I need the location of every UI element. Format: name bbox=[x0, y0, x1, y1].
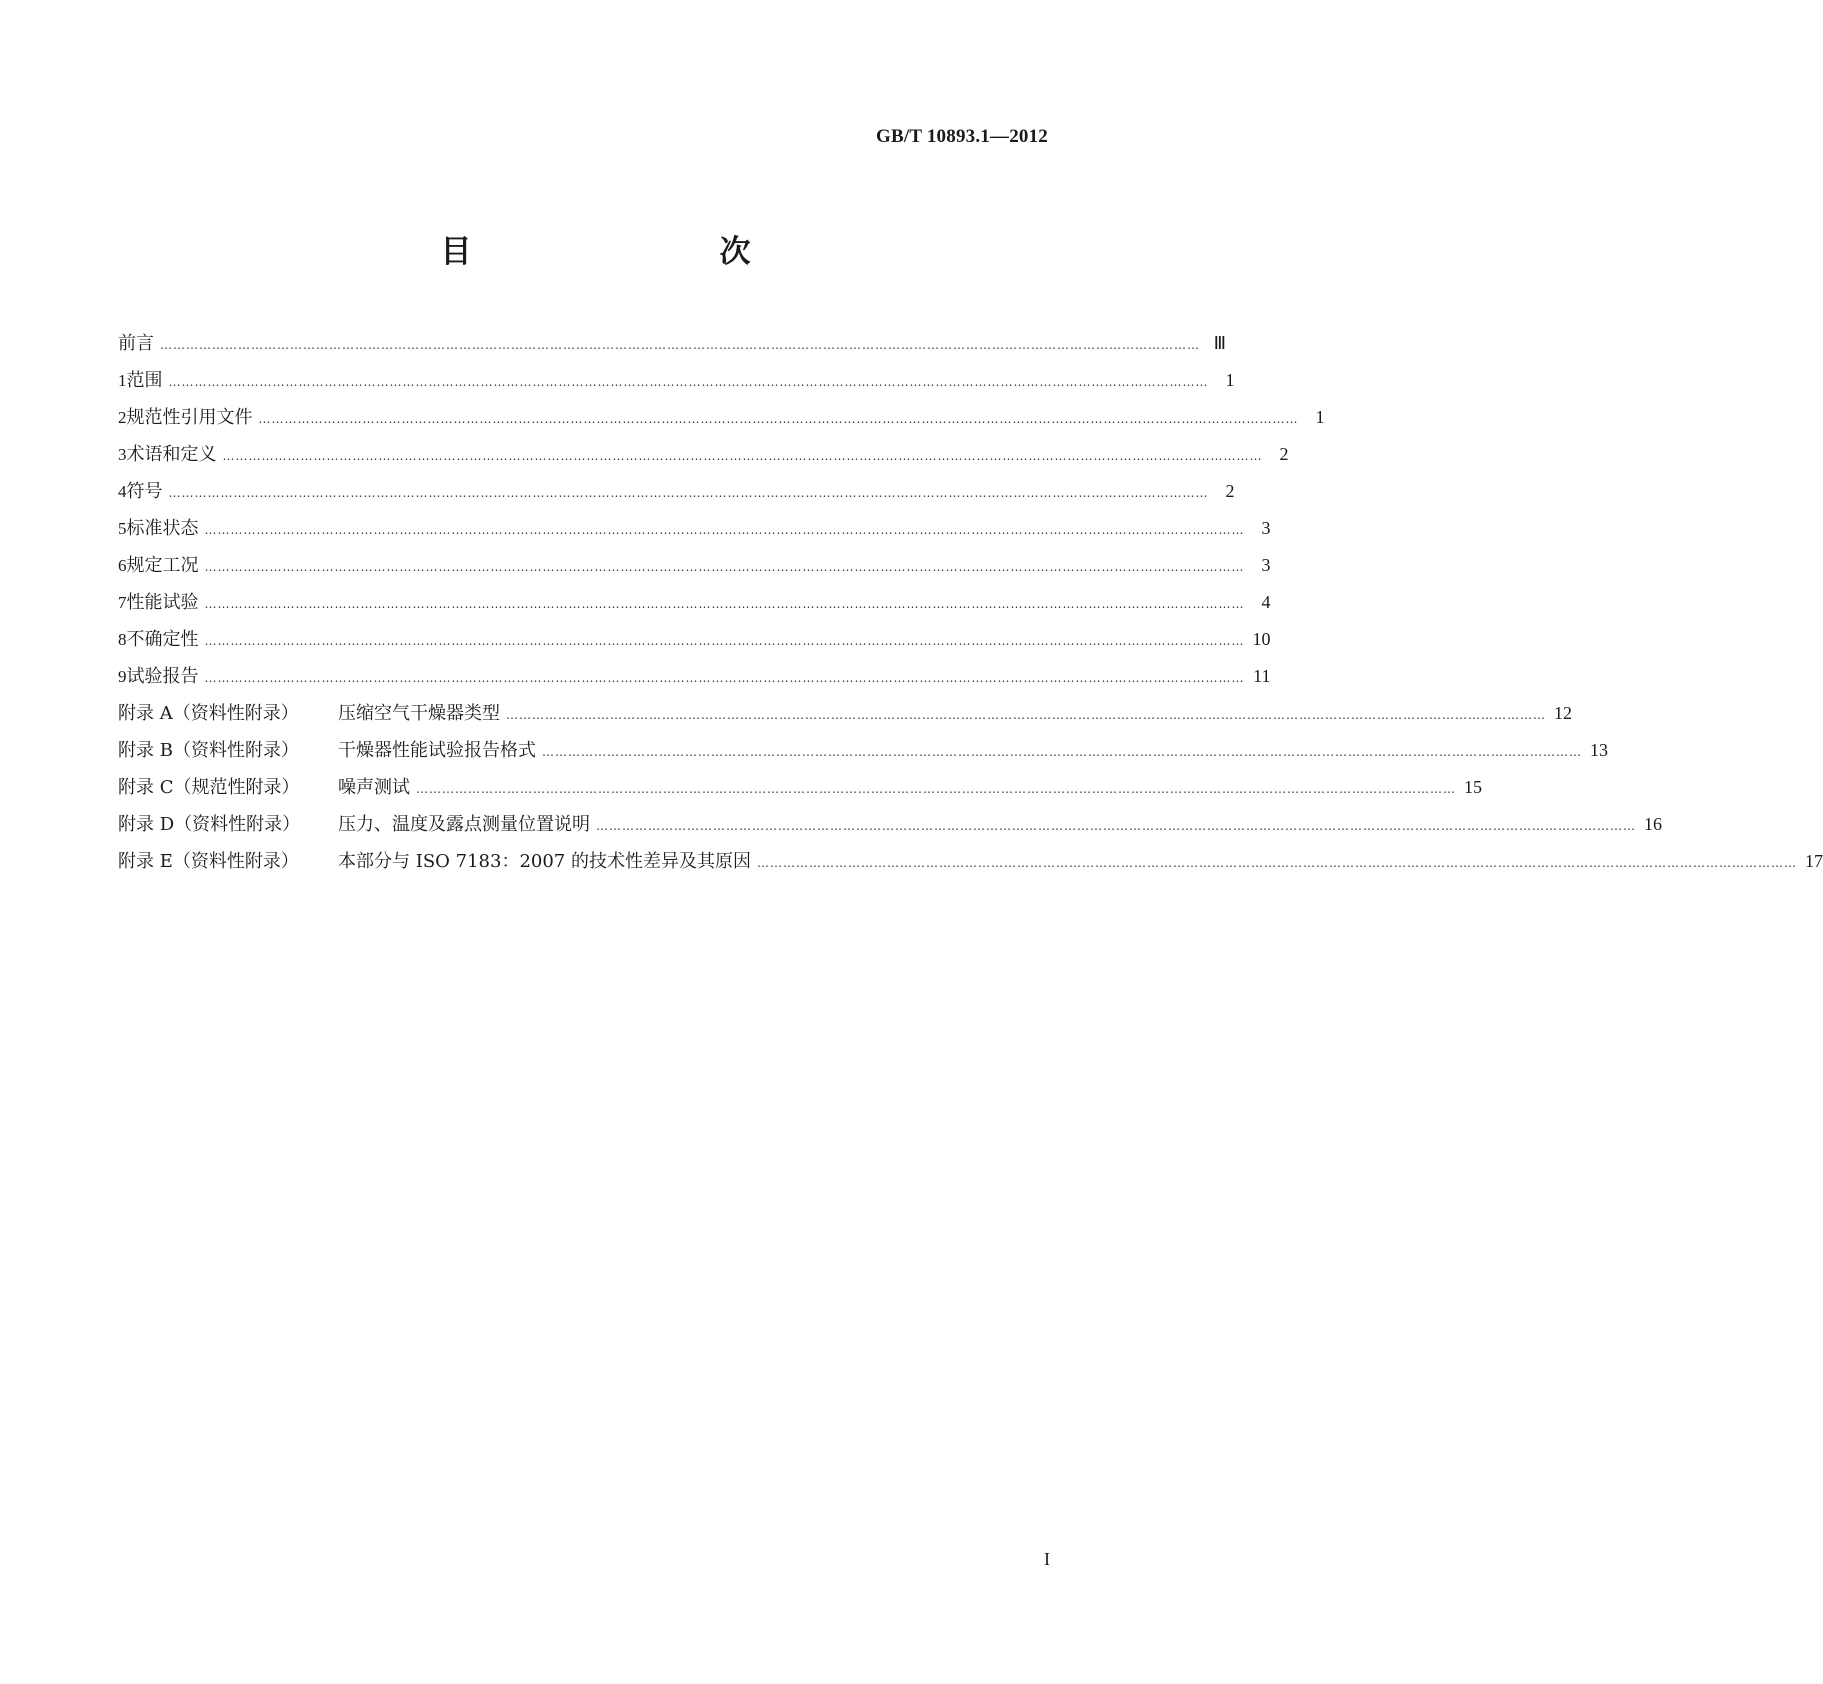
toc-annex-label: 附录 D（资料性附录） bbox=[118, 814, 301, 835]
toc-entry-4[interactable] bbox=[118, 473, 1235, 510]
toc-page-number: 3 bbox=[1261, 555, 1271, 575]
toc-page-number: 11 bbox=[1253, 666, 1271, 686]
toc-leader-dots: …………………………………………………………………………………………………………………………………………………………………………………………………………………… bbox=[542, 745, 1582, 759]
toc-leader-dots: …………………………………………………………………………………………………………………………………………………………………………………………………………………… bbox=[204, 597, 1245, 611]
toc-annex-label: 附录 A（资料性附录） bbox=[118, 703, 299, 724]
toc-annex-label: 附录 E（资料性附录） bbox=[118, 851, 299, 872]
toc-page-number: Ⅲ bbox=[1213, 333, 1226, 353]
toc-page-number: 3 bbox=[1261, 518, 1271, 538]
toc-entry-title: 符号 bbox=[126, 481, 163, 502]
toc-leader-dots: …………………………………………………………………………………………………………………………………………………………………………………………………………………… bbox=[204, 523, 1245, 537]
toc-leader-dots: …………………………………………………………………………………………………………………………………………………………………………………………………………………… bbox=[756, 856, 1797, 870]
toc-leader-dots: …………………………………………………………………………………………………………………………………………………………………………………………………………………… bbox=[596, 819, 1636, 833]
toc-entry-5[interactable] bbox=[118, 510, 1271, 547]
toc-entry-2[interactable] bbox=[118, 399, 1325, 436]
page-number: I bbox=[1044, 1549, 1050, 1569]
toc-entry-title: 不确定性 bbox=[126, 629, 199, 650]
toc-entry-foreword[interactable] bbox=[118, 325, 1226, 362]
toc-section-number: 4 bbox=[118, 482, 127, 501]
toc-entry-title: 本部分与 ISO 7183：2007 的技术性差异及其原因 bbox=[338, 851, 751, 872]
toc-entry-title: 标准状态 bbox=[126, 518, 199, 539]
toc-page-number: 4 bbox=[1261, 592, 1271, 612]
toc-section-number: 7 bbox=[118, 593, 127, 612]
toc-leader-dots: …………………………………………………………………………………………………………………………………………………………………………………………………………………… bbox=[168, 375, 1209, 389]
page-title: 目 次 bbox=[440, 234, 813, 270]
toc-section-number: 8 bbox=[118, 630, 127, 649]
toc-entry-title: 前言 bbox=[118, 333, 154, 354]
toc-entry-title: 术语和定义 bbox=[126, 444, 217, 465]
toc-page-number: 12 bbox=[1554, 703, 1572, 723]
toc-entry-title: 规定工况 bbox=[126, 555, 199, 576]
toc-section-number: 6 bbox=[118, 556, 127, 575]
toc-leader-dots: …………………………………………………………………………………………………………………………………………………………………………………………………………………… bbox=[506, 708, 1546, 722]
toc-annex-e[interactable] bbox=[118, 843, 1823, 880]
toc-entry-title: 压力、温度及露点测量位置说明 bbox=[338, 814, 590, 835]
toc-annex-d[interactable] bbox=[118, 806, 1662, 843]
toc-leader-dots: …………………………………………………………………………………………………………………………………………………………………………………………………………………… bbox=[416, 782, 1456, 796]
toc-annex-a[interactable] bbox=[118, 695, 1572, 732]
toc-leader-dots: …………………………………………………………………………………………………………………………………………………………………………………………………………………… bbox=[258, 412, 1299, 426]
toc-section-number: 5 bbox=[118, 519, 127, 538]
toc-page-number: 15 bbox=[1464, 777, 1482, 797]
toc-page-number: 1 bbox=[1315, 407, 1325, 427]
toc-entry-8[interactable] bbox=[118, 621, 1271, 658]
toc-leader-dots: …………………………………………………………………………………………………………………………………………………………………………………………………………………… bbox=[204, 634, 1245, 648]
toc-page-number: 1 bbox=[1225, 370, 1235, 390]
toc-entry-3[interactable] bbox=[118, 436, 1289, 473]
toc-page-number: 17 bbox=[1804, 851, 1823, 871]
toc-section-number: 3 bbox=[118, 445, 127, 464]
toc-entry-title: 性能试验 bbox=[126, 592, 199, 613]
toc-leader-dots: …………………………………………………………………………………………………………………………………………………………………………………………………………………… bbox=[222, 449, 1263, 463]
toc-annex-label: 附录 C（规范性附录） bbox=[118, 777, 300, 798]
toc-entry-6[interactable] bbox=[118, 547, 1271, 584]
toc-leader-dots: …………………………………………………………………………………………………………………………………………………………………………………………………………………… bbox=[204, 560, 1245, 574]
standard-code: GB/T 10893.1—2012 bbox=[876, 126, 1048, 147]
toc-leader-dots: …………………………………………………………………………………………………………………………………………………………………………………………………………………… bbox=[168, 486, 1209, 500]
toc-section-number: 9 bbox=[118, 667, 127, 686]
toc-entry-title: 干燥器性能试验报告格式 bbox=[338, 740, 536, 761]
toc-entry-title: 试验报告 bbox=[126, 666, 199, 687]
toc-entry-9[interactable] bbox=[118, 658, 1271, 695]
table-of-contents bbox=[118, 325, 1823, 880]
toc-page-number: 2 bbox=[1279, 444, 1289, 464]
toc-annex-c[interactable] bbox=[118, 769, 1482, 806]
toc-section-number: 1 bbox=[118, 371, 127, 390]
toc-entry-1[interactable] bbox=[118, 362, 1235, 399]
toc-annex-label: 附录 B（资料性附录） bbox=[118, 740, 299, 761]
toc-page-number: 16 bbox=[1644, 814, 1662, 834]
toc-entry-title: 范围 bbox=[126, 370, 163, 391]
toc-entry-title: 噪声测试 bbox=[338, 777, 410, 798]
toc-entry-title: 规范性引用文件 bbox=[126, 407, 253, 428]
toc-page-number: 13 bbox=[1590, 740, 1608, 760]
toc-leader-dots: …………………………………………………………………………………………………………………………………………………………………………………………………………………… bbox=[204, 671, 1245, 685]
toc-leader-dots: …………………………………………………………………………………………………………………………………………………………………………………………………………………… bbox=[160, 338, 1200, 352]
toc-entry-title: 压缩空气干燥器类型 bbox=[338, 703, 500, 724]
toc-section-number: 2 bbox=[118, 408, 127, 427]
toc-entry-7[interactable] bbox=[118, 584, 1271, 621]
toc-annex-b[interactable] bbox=[118, 732, 1608, 769]
toc-page-number: 10 bbox=[1252, 629, 1271, 649]
toc-page-number: 2 bbox=[1225, 481, 1235, 501]
